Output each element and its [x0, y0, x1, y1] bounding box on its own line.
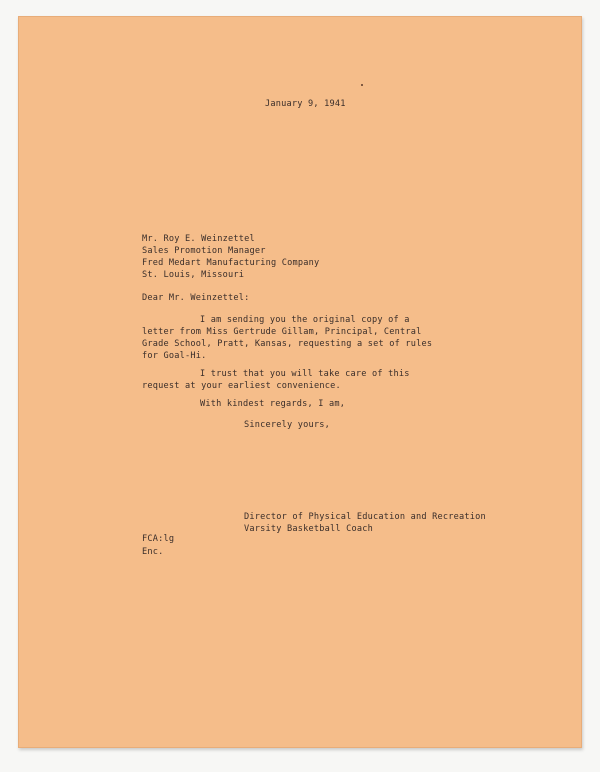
body-line: I trust that you will take care of this: [200, 369, 410, 379]
body-line: request at your earliest convenience.: [142, 381, 341, 391]
recipient-line: Sales Promotion Manager: [142, 246, 266, 256]
body-line: for Goal-Hi.: [142, 351, 207, 361]
salutation: Dear Mr. Weinzettel:: [142, 293, 250, 303]
regards-line: With kindest regards, I am,: [200, 399, 346, 409]
body-line: Grade School, Pratt, Kansas, requesting a set of rules: [142, 339, 433, 349]
paper-speck: [361, 84, 363, 86]
recipient-line: Mr. Roy E. Weinzettel: [142, 234, 255, 244]
signature-title-line: Varsity Basketball Coach: [244, 524, 373, 534]
recipient-line: Fred Medart Manufacturing Company: [142, 258, 320, 268]
signature-title-line: Director of Physical Education and Recreation: [244, 512, 486, 522]
recipient-line: St. Louis, Missouri: [142, 270, 245, 280]
reference-initials: FCA:lg: [142, 534, 175, 544]
closing: Sincerely yours,: [244, 420, 330, 430]
letter-date: January 9, 1941: [265, 99, 346, 109]
body-line: letter from Miss Gertrude Gillam, Principal, Central: [142, 327, 422, 337]
body-line: I am sending you the original copy of a: [200, 315, 410, 325]
letter-page: [18, 16, 582, 748]
enclosure-note: Enc.: [142, 547, 164, 557]
